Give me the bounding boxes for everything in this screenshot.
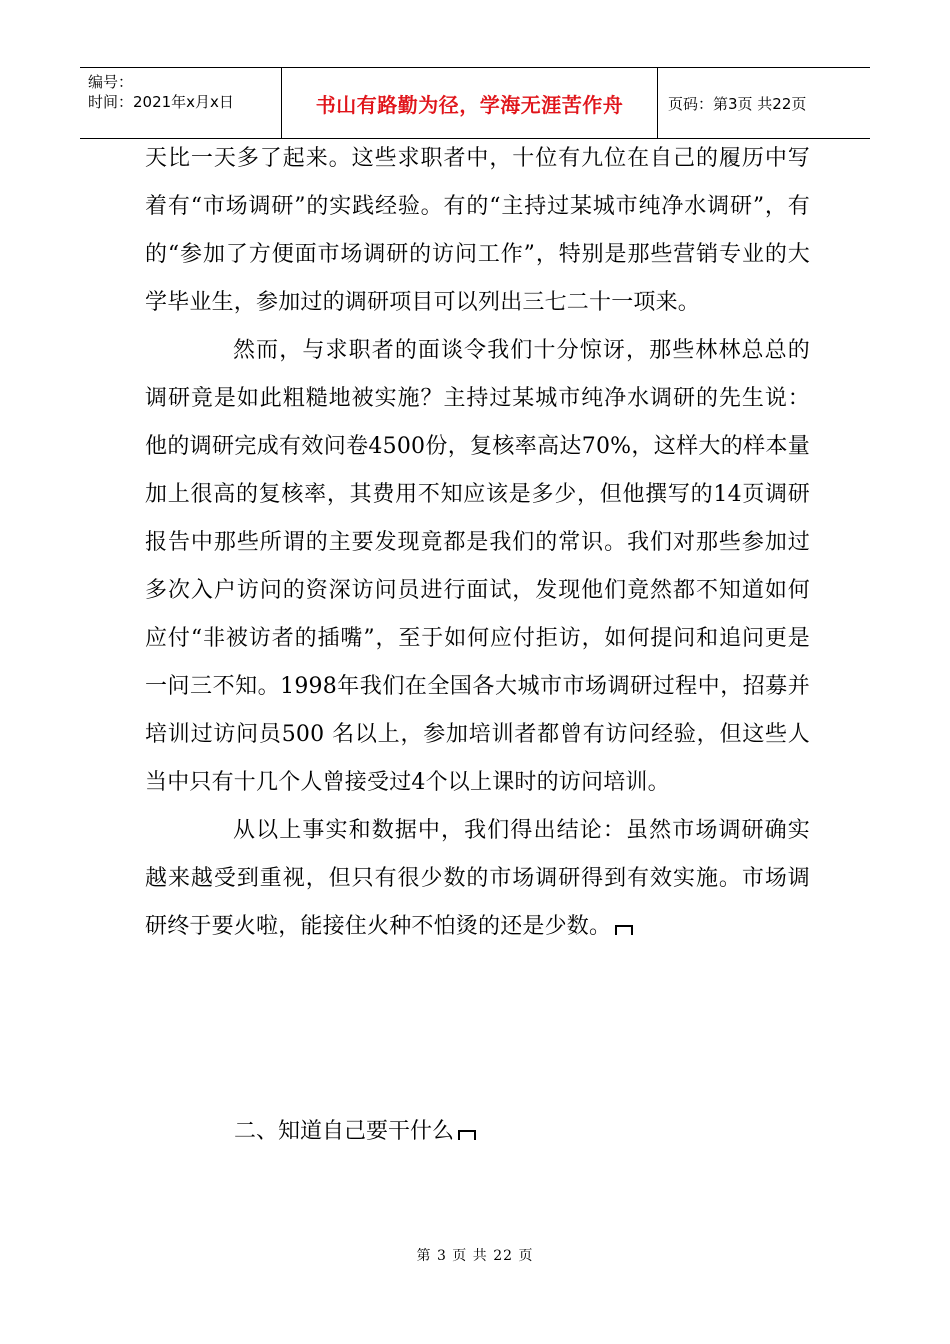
document-number-label: 编号： [88, 73, 134, 91]
page-footer [0, 1245, 950, 1265]
header-page-info: 页码：第3页 共22页 [668, 94, 807, 113]
paragraph-3: 从以上事实和数据中，我们得出结论：虽然市场调研确实越来越受到重视，但只有很少数的市场调研得到有效实施。市场调研终于要火啦，能接住火种不怕烫的还是少数。 [145, 818, 810, 939]
header-meta-cell [80, 68, 282, 138]
header-motto: 书山有路勤为径，学海无涯苦作舟 [315, 92, 624, 117]
heading-end-mark-icon [458, 1130, 476, 1140]
paragraph-2: 然而，与求职者的面谈令我们十分惊讶，那些林林总总的调研竟是如此粗糙地被实施？主持过某城市纯净水调研的先生说：他的调研完成有效问卷4500份，复核率高达70%，这样大的样本量加上很高的复核率，其费用不知应该是多少，但他撰写的14页调研报告中那些所谓的主要发现竟都是我们的常识。我们对那些参加过多次入户访问的资深访问员进行面试，发现他们竟然都不知道如何应付“非被访者的插嘴”，至于如何应付拒访，如何提问和追问更是一问三不知。1998年我们在全国各大城市市场调研过程中，招募并培训过访问员500 名以上，参加培训者都曾有访问经验，但这些人当中只有十几个人曾接受过4个以上课时的访问培训。 [145, 338, 810, 795]
section-heading: 二、知道自己要干什么 [234, 1108, 476, 1156]
paragraph-end-mark-icon [615, 925, 633, 935]
paragraph-1: 天比一天多了起来。这些求职者中，十位有九位在自己的履历中写着有“市场调研”的实践经验。有的“主持过某城市纯净水调研”，有的“参加了方便面市场调研的访问工作”，特别是那些营销专业的大学毕业生，参加过的调研项目可以列出三七二十一项来。 [145, 146, 810, 315]
header-motto-cell [282, 68, 658, 138]
document-date: 时间：2021年x月x日 [88, 93, 234, 111]
document-body [145, 135, 810, 951]
header-page-cell [658, 68, 870, 138]
header-table [80, 67, 870, 139]
footer-page-number: 第 3 页 共 22 页 [416, 1248, 534, 1264]
